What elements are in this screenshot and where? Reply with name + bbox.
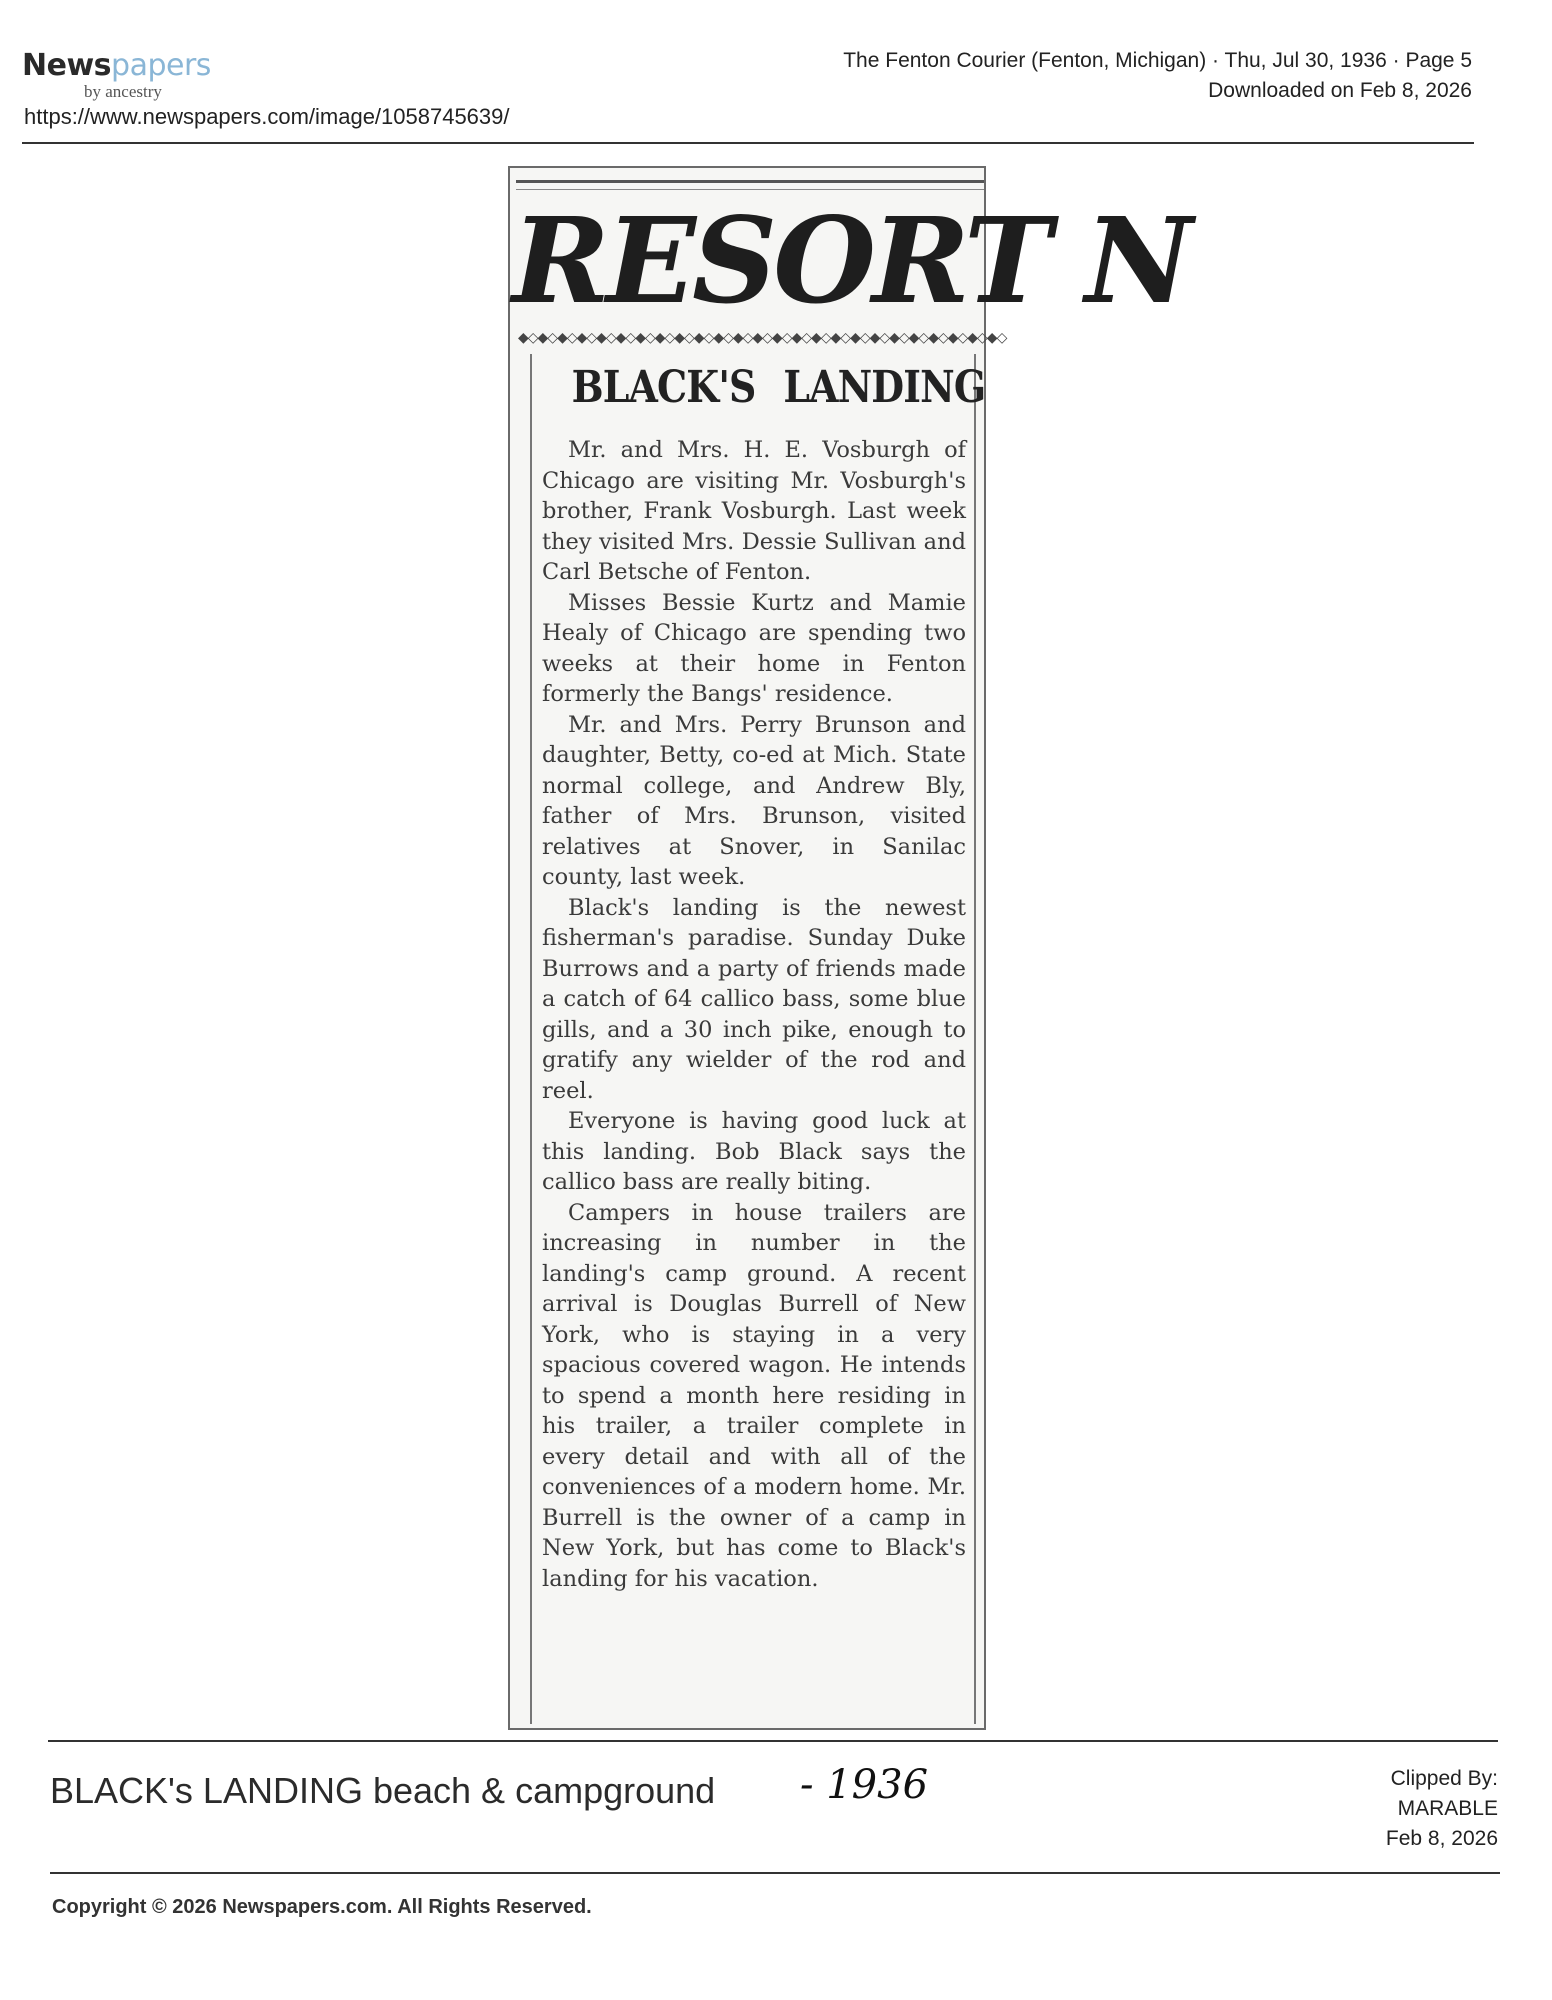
footer-divider-top [48, 1740, 1498, 1742]
article-body [542, 435, 966, 1594]
article-paragraph: Misses Bessie Kurtz and Mamie Healy of Chicago are spending two weeks at their home in Fenton formerly the Bangs' residence. [542, 589, 966, 707]
logo-accent-text: papers [111, 48, 211, 83]
handwritten-year: - 1936 [800, 1762, 929, 1808]
clipping-top-rule [516, 180, 984, 190]
publication-info: The Fenton Courier (Fenton, Michigan) · Thu, Jul 30, 1936 · Page 5 [843, 49, 1472, 72]
copyright-notice: Copyright © 2026 Newspapers.com. All Rights Reserved. [52, 1896, 592, 1918]
article-headline: BLACK'S LANDING [571, 362, 986, 413]
download-date: Downloaded on Feb 8, 2026 [1208, 79, 1472, 102]
article-paragraph: Campers in house trailers are increasing in number in the landing's camp ground. A recent arrival is Douglas Burrell of New York, who is staying in a very spacious covered wagon. He intends to spend a month here residing in his trailer, a trailer complete in every detail and with all of the conveniences of a modern home. Mr. Burrell is the owner of a camp in New York, but has come to Black's landing for his vacation. [542, 1199, 966, 1592]
publication-meta [843, 46, 1472, 106]
footer-divider-bottom [50, 1872, 1500, 1874]
article-paragraph: Black's landing is the newest fisherman's paradise. Sunday Duke Burrows and a party of friends made a catch of 64 callico bass, some blue gills, and a 30 inch pike, enough to gratify any wielder of the rod and reel. [542, 894, 966, 1104]
article-paragraph: Mr. and Mrs. Perry Brunson and daughter, Betty, co-ed at Mich. State normal college, and Andrew Bly, father of Mrs. Brunson, visited relatives at Snover, in Sanilac county, last week. [542, 711, 966, 890]
newspaper-clipping [508, 166, 1189, 1730]
article-paragraph: Mr. and Mrs. H. E. Vosburgh of Chicago are visiting Mr. Vosburgh's brother, Frank Vosburgh. Last week they visited Mrs. Dessie Sullivan and Carl Betsche of Fenton. [542, 437, 966, 585]
clip-caption: BLACK's LANDING beach & campground [50, 1770, 716, 1811]
article-column [530, 354, 986, 1724]
newspapers-logo[interactable] [22, 48, 211, 101]
section-masthead: RESORT N [512, 191, 1189, 330]
image-url[interactable]: https://www.newspapers.com/image/1058745639/ [24, 104, 510, 129]
clipped-date: Feb 8, 2026 [1385, 1827, 1498, 1850]
clipped-by-label: Clipped By: [1390, 1767, 1498, 1790]
logo-byline: by ancestry [84, 82, 162, 101]
article-paragraph: Everyone is having good luck at this landing. Bob Black says the callico bass are really biting. [542, 1108, 966, 1195]
clipped-by-info [1386, 1764, 1498, 1854]
logo-main-text: News [22, 48, 112, 83]
clipped-by-user[interactable]: MARABLE [1397, 1797, 1498, 1820]
ornamental-divider: ◆◇◆◇◆◇◆◇◆◇◆◇◆◇◆◇◆◇◆◇◆◇◆◇◆◇◆◇◆◇◆◇◆◇◆◇◆◇◆◇◆◇◆◇◆◇◆◇◆◇ [518, 330, 1007, 346]
header-divider [22, 142, 1474, 144]
